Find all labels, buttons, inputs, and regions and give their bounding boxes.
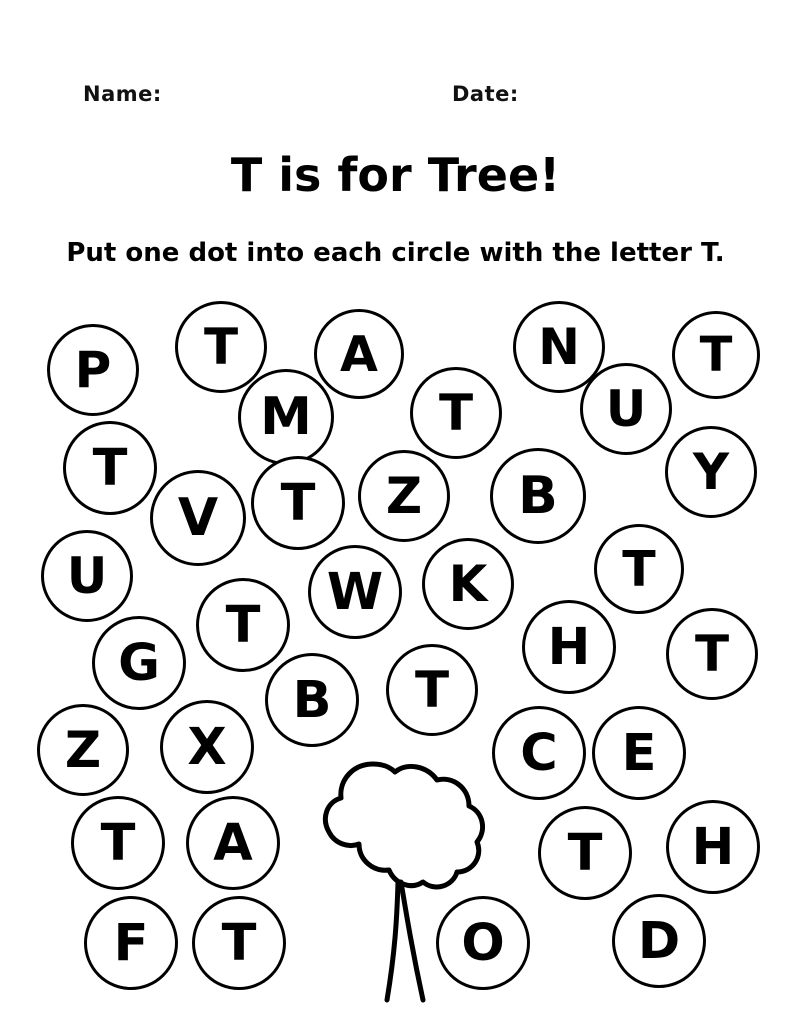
- letter-circle[interactable]: [63, 421, 157, 515]
- letter-circle-label: U: [66, 547, 108, 605]
- letter-circle-label: H: [547, 617, 591, 677]
- letter-circle[interactable]: [308, 545, 402, 639]
- letter-circle-label: T: [438, 384, 474, 442]
- page-title: T is for Tree!: [230, 148, 561, 202]
- letter-circle-label: A: [340, 325, 378, 383]
- letter-circle-label: T: [567, 823, 603, 883]
- letter-circle[interactable]: [666, 800, 760, 894]
- letter-circle[interactable]: [196, 578, 290, 672]
- letter-circle-label: C: [520, 723, 558, 783]
- letter-circle-label: T: [699, 327, 733, 383]
- letter-circle-label: W: [326, 562, 384, 622]
- letter-circle[interactable]: [422, 538, 514, 630]
- letter-circle[interactable]: [238, 369, 334, 465]
- letter-circle[interactable]: [490, 448, 586, 544]
- letter-circle-label: T: [414, 661, 450, 719]
- clover-tree-icon: [315, 742, 485, 1007]
- letter-circle-label: F: [113, 913, 149, 973]
- letter-circle-label: T: [221, 913, 257, 973]
- letter-circle[interactable]: [386, 644, 478, 736]
- letter-circle[interactable]: [594, 524, 684, 614]
- letter-circle-label: Z: [385, 467, 423, 525]
- letter-circle-label: A: [213, 813, 253, 873]
- letter-circle-label: N: [538, 318, 580, 376]
- letter-circle-label: K: [448, 555, 488, 613]
- letter-circle-label: O: [461, 913, 505, 973]
- letter-circle[interactable]: [265, 653, 359, 747]
- letter-circle[interactable]: [580, 363, 672, 455]
- letter-circle[interactable]: [251, 456, 345, 550]
- name-field-label: Name:: [83, 82, 162, 106]
- letter-circle-label: E: [621, 723, 657, 783]
- letter-circle-label: D: [637, 911, 681, 971]
- letter-circle-label: T: [280, 473, 316, 533]
- letter-circle[interactable]: [71, 796, 165, 890]
- letter-circle-label: T: [694, 625, 730, 683]
- letter-circle-label: X: [187, 717, 227, 777]
- letter-circle[interactable]: [522, 600, 616, 694]
- letter-circle[interactable]: [592, 706, 686, 800]
- letter-circle[interactable]: [150, 470, 246, 566]
- letter-circle-label: V: [177, 488, 219, 548]
- letter-circle-label: T: [622, 540, 656, 598]
- letter-circle-label: T: [203, 318, 239, 376]
- letter-circle[interactable]: [37, 704, 129, 796]
- letter-circle[interactable]: [192, 896, 286, 990]
- letter-circle[interactable]: [175, 301, 267, 393]
- letter-circle[interactable]: [665, 426, 757, 518]
- instructions-text: Put one dot into each circle with the letter T.: [66, 238, 725, 268]
- letter-circle[interactable]: [492, 706, 586, 800]
- letter-circle[interactable]: [672, 311, 760, 399]
- letter-circle[interactable]: [47, 324, 139, 416]
- letter-circle-label: B: [292, 670, 332, 730]
- letter-circle-label: T: [225, 595, 261, 655]
- letter-circle-label: P: [74, 341, 112, 399]
- letter-circle[interactable]: [160, 700, 254, 794]
- letter-circle-label: Z: [64, 721, 102, 779]
- letter-circle-label: H: [691, 817, 735, 877]
- letter-circle-label: U: [605, 380, 647, 438]
- letter-circle[interactable]: [186, 796, 280, 890]
- letter-circle[interactable]: [92, 616, 186, 710]
- letter-circle[interactable]: [358, 450, 450, 542]
- letter-circle[interactable]: [410, 367, 502, 459]
- letter-circle-label: T: [100, 813, 136, 873]
- letter-circle-label: Y: [692, 443, 730, 501]
- letter-circle[interactable]: [314, 309, 404, 399]
- letter-circle-label: T: [92, 438, 128, 498]
- letter-circle-label: M: [260, 387, 312, 447]
- letter-circle[interactable]: [84, 896, 178, 990]
- letter-circle[interactable]: [41, 530, 133, 622]
- letter-circle[interactable]: [612, 894, 706, 988]
- date-field-label: Date:: [452, 82, 519, 106]
- letter-circle-label: G: [118, 633, 160, 693]
- letter-circle[interactable]: [666, 608, 758, 700]
- letter-circle-label: B: [518, 466, 558, 526]
- letter-circle[interactable]: [538, 806, 632, 900]
